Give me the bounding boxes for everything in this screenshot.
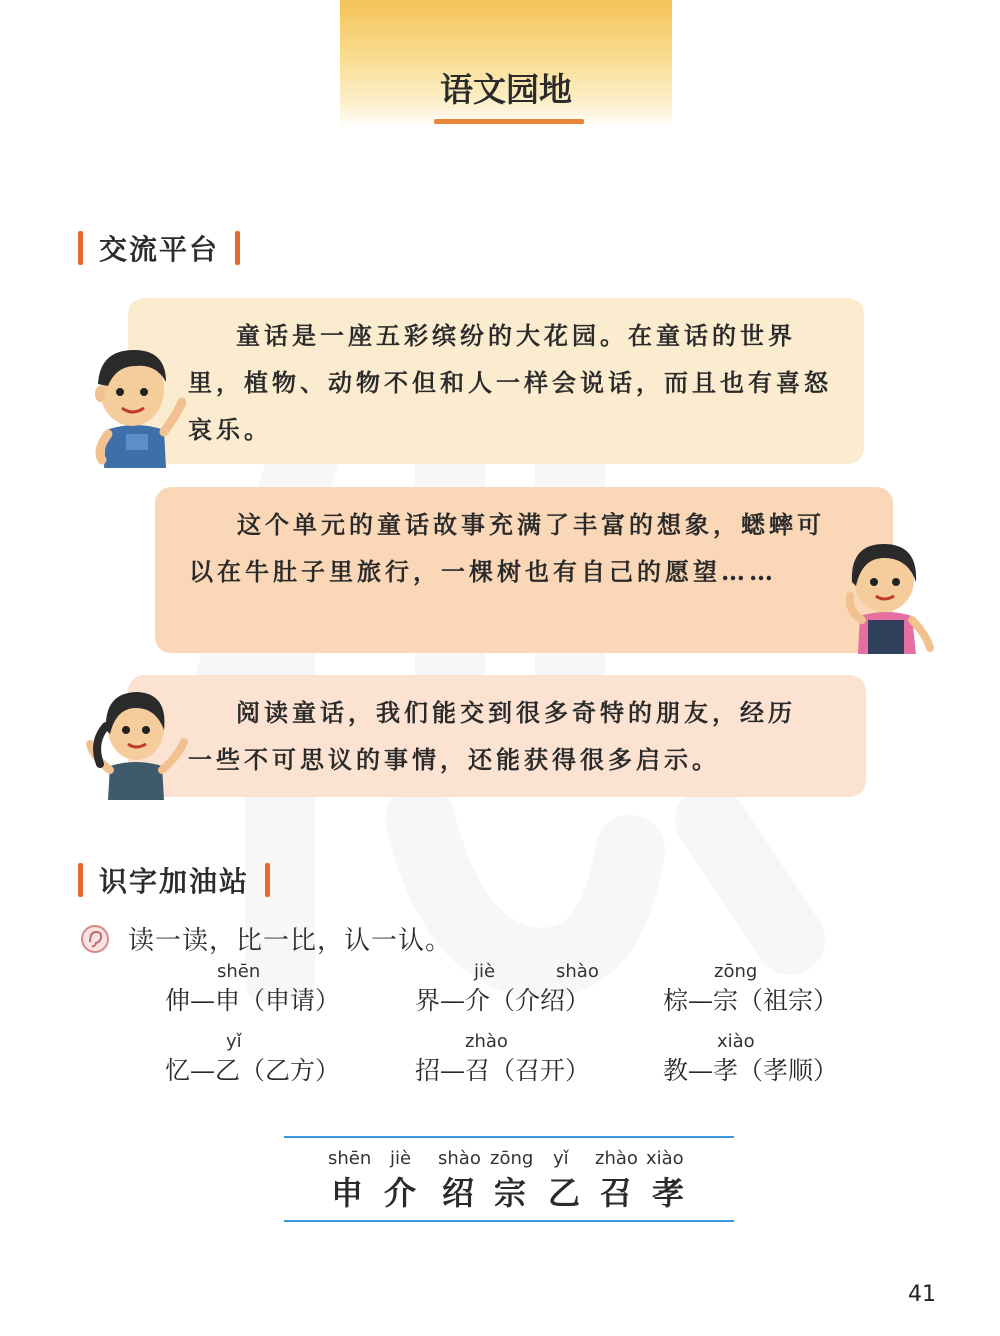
character-pair-6: 教—孝（孝顺） bbox=[663, 1056, 839, 1085]
title-underline bbox=[434, 119, 584, 124]
speech-bubble-1 bbox=[128, 298, 864, 464]
reading-instruction bbox=[80, 920, 452, 957]
character-pair-3: 棕—宗（祖宗） bbox=[663, 986, 839, 1015]
new-char: 孝 bbox=[652, 1174, 685, 1212]
pinyin-label: yǐ bbox=[226, 1031, 242, 1052]
new-char-pinyin: xiào bbox=[646, 1148, 684, 1169]
pinyin-label: zōng bbox=[714, 961, 758, 982]
speech-bubble-2 bbox=[155, 487, 893, 653]
new-char: 绍 bbox=[442, 1174, 475, 1212]
section-heading-literacy: 识字加油站 bbox=[78, 860, 270, 900]
new-char-pinyin: yǐ bbox=[553, 1148, 569, 1169]
heading-bar-right bbox=[265, 863, 270, 897]
instruction-text: 读一读，比一比，认一认。 bbox=[128, 926, 453, 956]
new-char-pinyin: jiè bbox=[390, 1148, 412, 1169]
bottom-rule bbox=[284, 1220, 734, 1222]
character-pair-5: 招—召（召开） bbox=[415, 1056, 591, 1085]
pinyin-label: xiào bbox=[717, 1031, 755, 1052]
bubble-text-1: 童话是一座五彩缤纷的大花园。在童话的世界里，植物、动物不但和人一样会说话，而且也有喜怒哀乐。 bbox=[188, 321, 832, 444]
new-char: 召 bbox=[600, 1174, 633, 1212]
new-char: 申 bbox=[331, 1174, 364, 1212]
boy-character-icon bbox=[86, 342, 186, 468]
bubble-text-3: 阅读童话，我们能交到很多奇特的朋友，经历一些不可思议的事情，还能获得很多启示。 bbox=[188, 698, 796, 774]
pinyin-label: jiè bbox=[474, 961, 496, 982]
new-char: 介 bbox=[384, 1174, 417, 1212]
new-char-pinyin: zōng bbox=[490, 1148, 534, 1169]
page-title: 语文园地 bbox=[440, 70, 572, 109]
new-char: 宗 bbox=[494, 1174, 527, 1212]
character-pair-1: 伸—申（申请） bbox=[165, 986, 341, 1015]
heading-bar-right bbox=[235, 231, 240, 265]
ear-icon bbox=[80, 924, 110, 954]
bubble-text-2: 这个单元的童话故事充满了丰富的想象，蟋蟀可以在牛肚子里旅行，一棵树也有自己的愿望…… bbox=[189, 510, 825, 586]
speech-bubble-3 bbox=[128, 675, 866, 797]
character-pair-4: 忆—乙（乙方） bbox=[165, 1056, 341, 1085]
section-heading-exchange: 交流平台 bbox=[78, 228, 240, 268]
pinyin-label: shào bbox=[556, 961, 599, 982]
character-pair-2: 界—介（介绍） bbox=[415, 986, 591, 1015]
heading-bar-left bbox=[78, 863, 83, 897]
pinyin-label: shēn bbox=[217, 961, 261, 982]
page-number: 41 bbox=[908, 1282, 936, 1307]
girl-with-pigtails-icon bbox=[84, 686, 188, 800]
girl-character-icon bbox=[838, 536, 934, 654]
pinyin-label: zhào bbox=[465, 1031, 508, 1052]
new-char: 乙 bbox=[548, 1174, 581, 1212]
heading-bar-left bbox=[78, 231, 83, 265]
top-rule bbox=[284, 1136, 734, 1138]
new-char-pinyin: shēn bbox=[328, 1148, 372, 1169]
new-char-pinyin: shào bbox=[438, 1148, 481, 1169]
new-char-pinyin: zhào bbox=[595, 1148, 638, 1169]
